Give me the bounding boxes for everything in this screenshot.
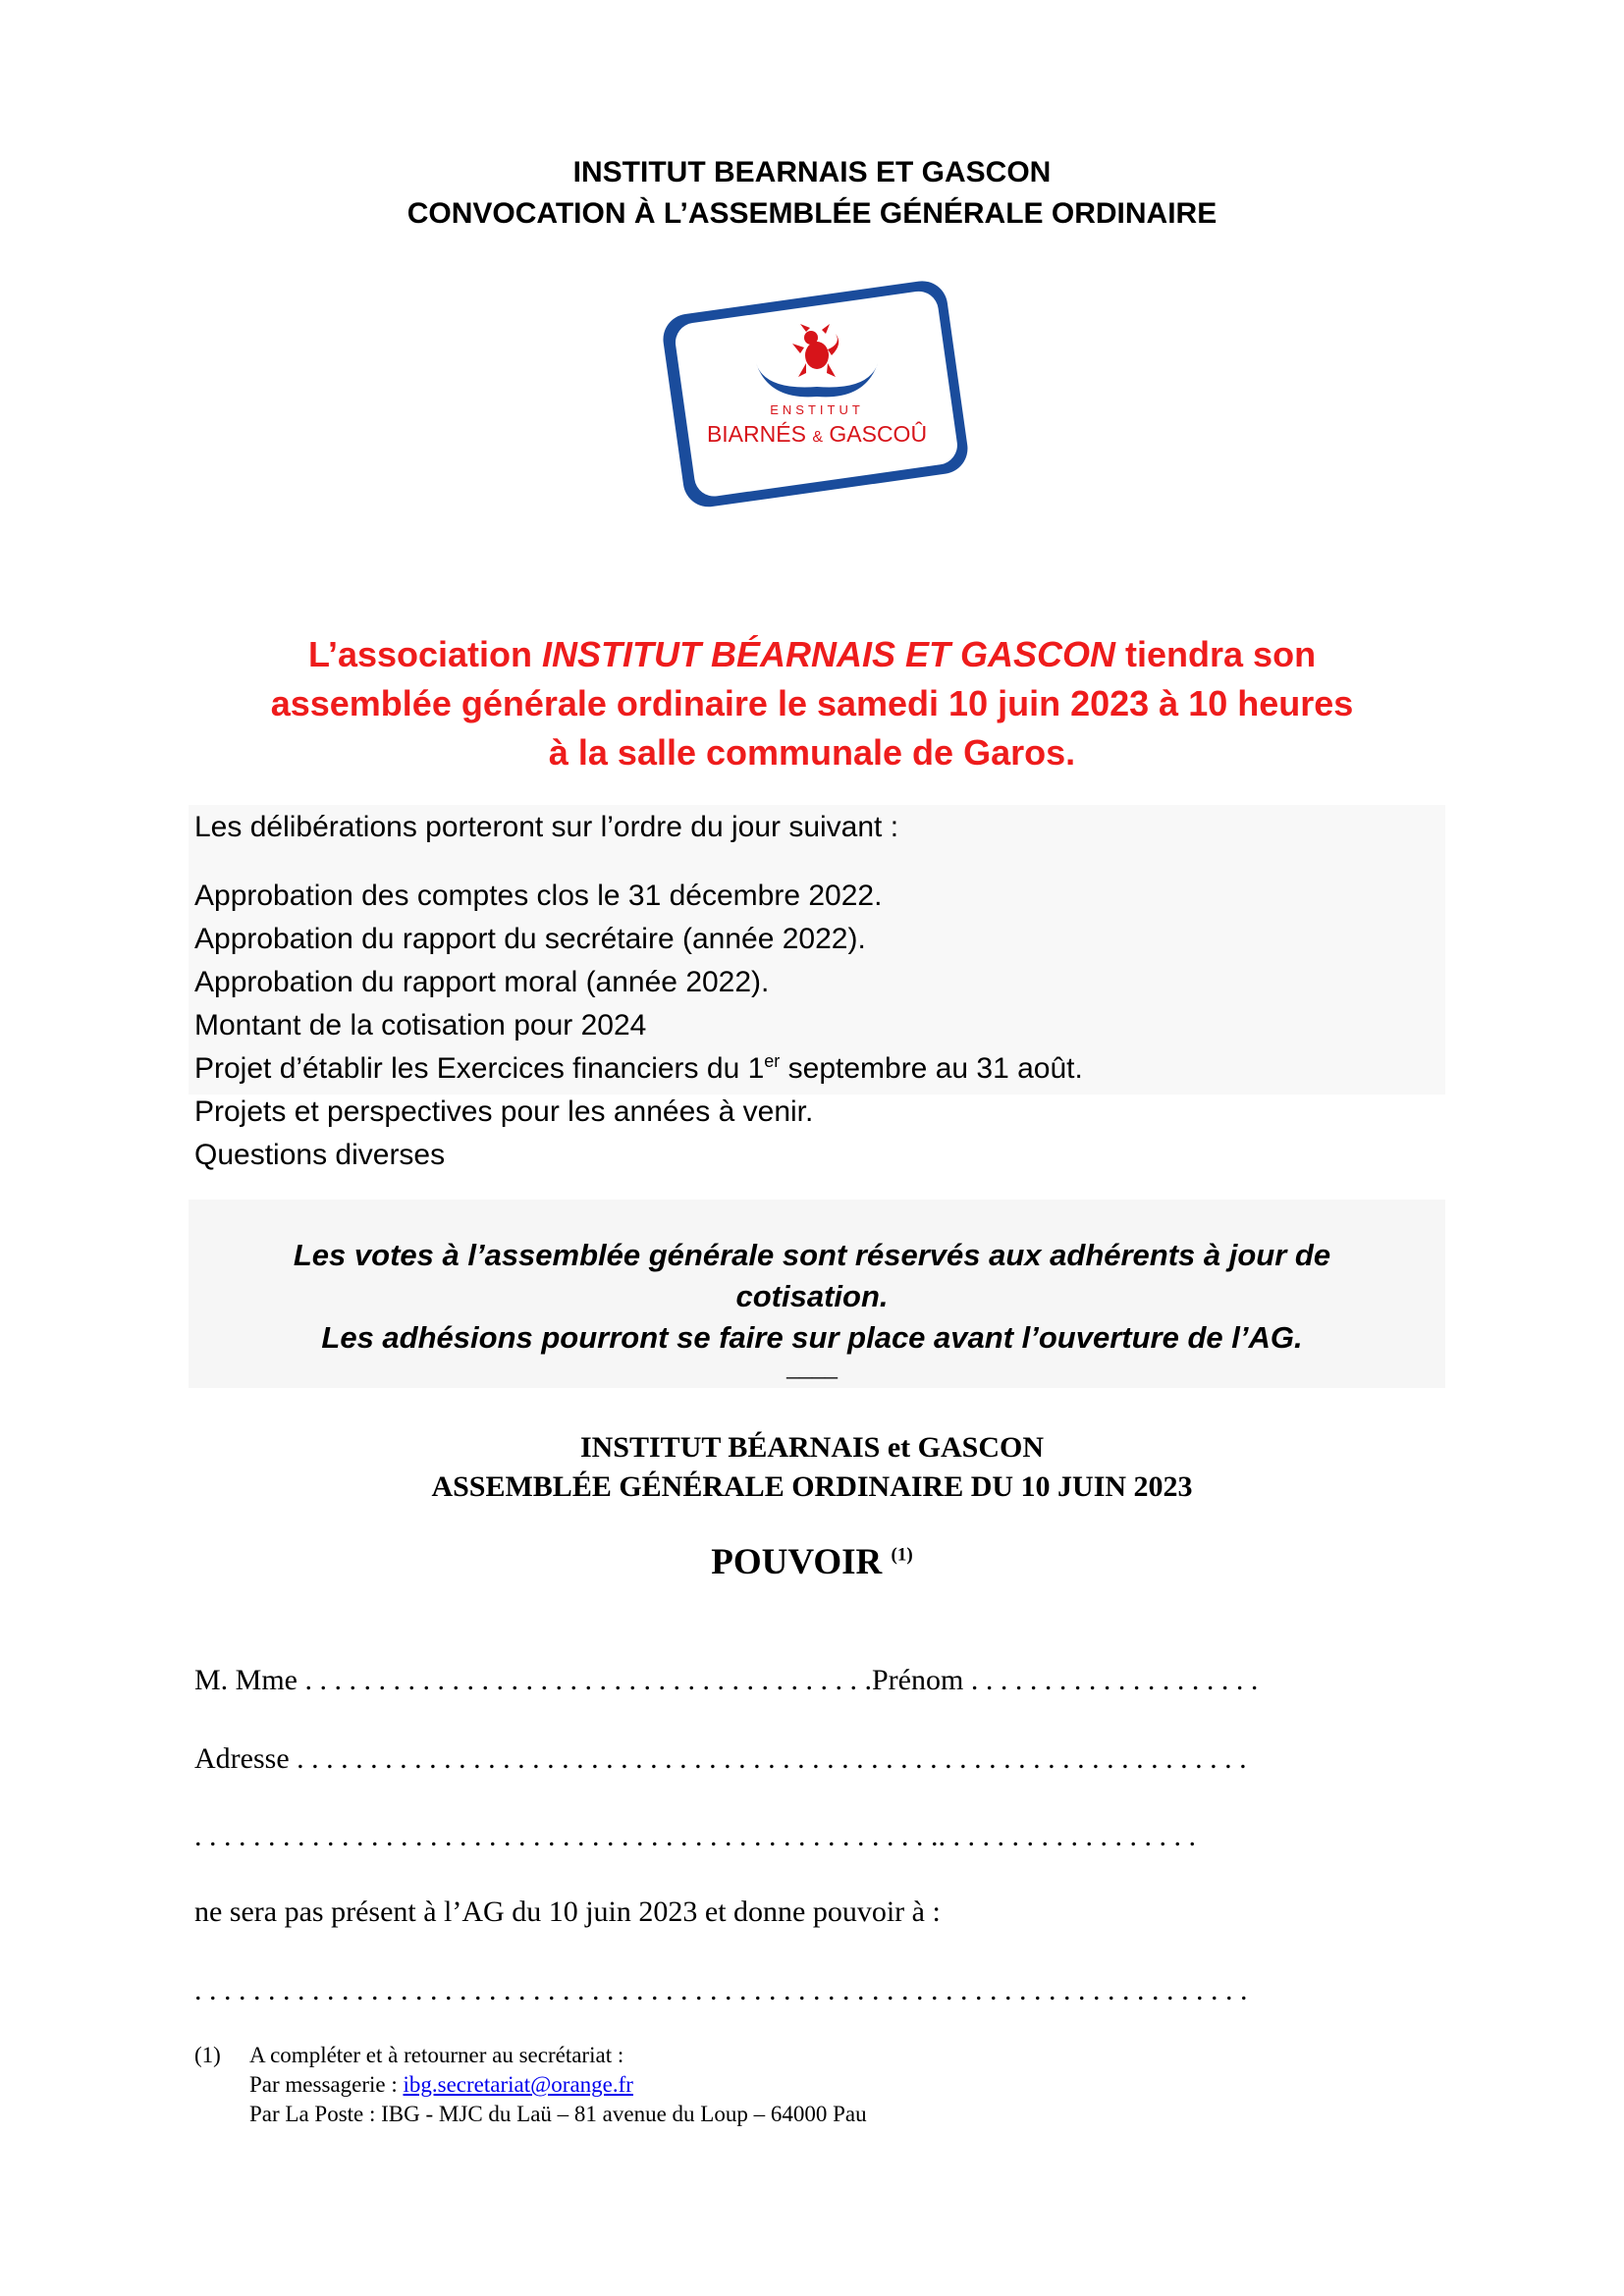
agenda-list [194,875,1083,1177]
address-field-line-2[interactable]: . . . . . . . . . . . . . . . . . . . . . . . . . . . . . . . . . . . . . . . . . . . . . . . . . . .. . . . . . . . . . . . . . . . . . [194,1820,1196,1852]
votes-notice [0,1235,1624,1359]
footnote-marker: (1) [194,2043,221,2067]
proxy-heading: POUVOIR $^{(1)}$ [711,1542,913,1582]
votes-notice-line: cotisation. [735,1279,889,1313]
delegate-field[interactable]: . . . . . . . . . . . . . . . . . . . . . . . . . . . . . . . . . . . . . . . . . . . . . . . . . . . . . . . . . . . . . . . . . . . . . . . . [194,1974,1248,2006]
document-header [0,152,1624,235]
email-link[interactable]: ibg.secretariat@orange.fr [403,2072,633,2097]
proxy-title [0,1428,1624,1507]
proxy-title-line-1: INSTITUT BÉARNAIS et GASCON [579,1431,1045,1464]
votes-notice-line: Les votes à l’assemblée générale sont réservés aux adhérents à jour de [293,1238,1331,1272]
footnote-email: Par messagerie : ibg.secretariat@orange.fr [249,2072,633,2097]
proxy-statement: ne sera pas présent à l’AG du 10 juin 2023 et donne pouvoir à : [194,1896,941,1928]
announcement-line-3: à la salle communale de Garos. [548,732,1076,773]
agenda-item: Projet d’établir les Exercices financiers du 1er septembre au 31 août. [194,1051,1083,1085]
separator: ____ [786,1353,838,1381]
logo-small-text: ENSTITUT [770,402,864,417]
agenda-item: Questions diverses [194,1139,446,1171]
agenda-intro: Les délibérations porteront sur l’ordre du jour suivant : [194,811,899,843]
address-field[interactable]: Adresse . . . . . . . . . . . . . . . . . . . . . . . . . . . . . . . . . . . . . . . . . . . . . . . . . . . . . . . . . . . . . . . . . [194,1742,1247,1775]
agenda-item: Approbation des comptes clos le 31 décembre 2022. [194,880,883,912]
announcement-line-2: assemblée générale ordinaire le samedi 10 juin 2023 à 10 heures [270,683,1354,723]
proxy-title-line-2: ASSEMBLÉE GÉNÉRALE ORDINAIRE DU 10 JUIN 2023 [431,1470,1193,1503]
footnote-instruction: A compléter et à retourner au secrétariat : [249,2043,624,2067]
agenda-item: Projets et perspectives pour les années à venir. [194,1095,814,1128]
meeting-announcement [0,630,1624,777]
footnote-postal-address: Par La Poste : IBG - MJC du Laü – 81 avenue du Loup – 64000 Pau [249,2102,867,2126]
logo-name: BIARNÉS & GASCOÛ [706,421,928,447]
header-title: INSTITUT BEARNAIS ET GASCON [572,156,1052,188]
header-subtitle: CONVOCATION À L’ASSEMBLÉE GÉNÉRALE ORDINAIRE [406,197,1218,230]
agenda-item: Montant de la cotisation pour 2024 [194,1009,647,1041]
institute-logo-graphic [633,265,1001,530]
announcement-line-1: L’association INSTITUT BÉARNAIS ET GASCON tiendra son [307,634,1317,674]
agenda-item: Approbation du rapport moral (année 2022). [194,966,770,998]
name-field[interactable]: M. Mme . . . . . . . . . . . . . . . . . . . . . . . . . . . . . . . . . . . . . . .Prénom . . . . . . . . . . . . . . . . . . . . [194,1664,1259,1696]
agenda-item: Approbation du rapport du secrétaire (année 2022). [194,923,866,955]
votes-notice-line: Les adhésions pourront se faire sur place avant l’ouverture de l’AG. [321,1320,1303,1355]
organization-name: INSTITUT BÉARNAIS ET GASCON [542,634,1116,674]
institute-logo [633,265,1001,530]
